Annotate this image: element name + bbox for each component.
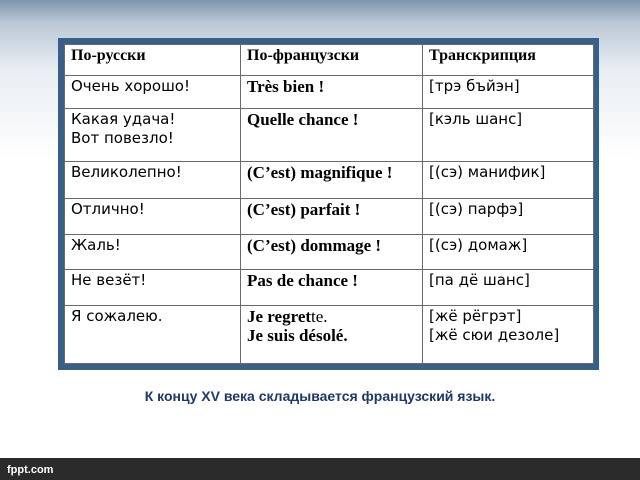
transcription-cell: [423, 109, 594, 162]
header-russian: По-русски: [65, 45, 241, 76]
phrases-table: [64, 44, 594, 364]
table-row: [65, 76, 594, 109]
french-cell: [241, 235, 423, 269]
french-phrase-plain: te.: [311, 307, 328, 327]
french-cell: [241, 306, 423, 364]
header-french: По-французски: [241, 45, 423, 76]
french-phrase: [247, 200, 416, 219]
french-phrase-bold: Pas de chance !: [247, 270, 358, 290]
transcription-cell: [423, 306, 594, 364]
russian-phrase: Я сожалею.: [71, 307, 163, 326]
transcription-cell: [423, 162, 594, 199]
transcription: [па дё шанс]: [429, 270, 530, 289]
table-row: [65, 306, 594, 364]
table-row: [65, 109, 594, 162]
table-header-row: [65, 45, 594, 76]
russian-cell: [65, 198, 241, 235]
french-cell: [241, 162, 423, 199]
transcription: [(сэ) манифик]: [429, 163, 546, 182]
french-phrase: [247, 271, 416, 290]
table-frame: [58, 38, 599, 370]
transcription: [жё сюи дезоле]: [429, 326, 560, 345]
french-phrase: [247, 110, 416, 129]
transcription-cell: [423, 76, 594, 109]
fppt-logo: fppt.com: [7, 464, 54, 476]
transcription: [кэль шанс]: [429, 110, 523, 129]
transcription-cell: [423, 235, 594, 269]
header-transcription: Транскрипция: [423, 45, 594, 76]
table-row: [65, 162, 594, 199]
french-cell: [241, 269, 423, 306]
table-row: [65, 235, 594, 269]
russian-phrase: Вот повезло!: [71, 129, 174, 148]
russian-phrase: Великолепно!: [71, 163, 182, 182]
french-phrase-bold: (C’est) dommage !: [247, 236, 382, 256]
russian-cell: [65, 306, 241, 364]
transcription-cell: [423, 269, 594, 306]
french-cell: [241, 76, 423, 109]
transcription: [жё рёгрэт]: [429, 307, 522, 326]
transcription: [трэ бъйэн]: [429, 77, 520, 95]
footer-bar: [0, 458, 640, 480]
russian-phrase: Какая удача!: [71, 110, 176, 129]
french-phrase-bold: Je suis désolé.: [247, 326, 348, 346]
transcription: [(сэ) парфэ]: [429, 199, 524, 218]
russian-cell: [65, 235, 241, 269]
russian-cell: [65, 269, 241, 306]
french-phrase-bold: (C’est) parfait !: [247, 199, 361, 219]
french-cell: [241, 109, 423, 162]
russian-cell: [65, 76, 241, 109]
table-row: [65, 269, 594, 306]
transcription-cell: [423, 198, 594, 235]
french-phrase: [247, 326, 416, 345]
french-phrase: [247, 307, 416, 326]
french-phrase-bold: Quelle chance !: [247, 110, 359, 130]
french-cell: [241, 198, 423, 235]
french-phrase: [247, 236, 416, 255]
slide-caption: К концу XV века складывается французский язык.: [144, 388, 496, 404]
transcription: [(сэ) домаж]: [429, 236, 528, 255]
russian-phrase: Отлично!: [71, 199, 145, 218]
russian-phrase: Жаль!: [71, 236, 121, 255]
french-phrase: [247, 77, 416, 96]
french-phrase-bold: Très bien !: [247, 77, 325, 96]
french-phrase-bold: (C’est) magnifique !: [247, 163, 393, 183]
french-phrase-bold: Je regret: [247, 307, 312, 327]
russian-cell: [65, 162, 241, 199]
russian-phrase: Очень хорошо!: [71, 77, 190, 95]
russian-phrase: Не везёт!: [71, 270, 147, 289]
table-row: [65, 198, 594, 235]
french-phrase: [247, 163, 416, 182]
russian-cell: [65, 109, 241, 162]
